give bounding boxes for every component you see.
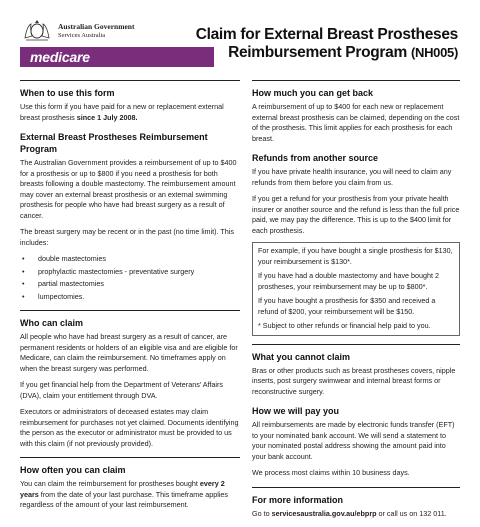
section-divider — [252, 344, 460, 345]
more-text-c: or call us on 132 011. — [376, 508, 447, 518]
when-text: Use this form if you have paid for a new or replacement external breast prosthesis — [20, 102, 224, 122]
example-2: If you have had a double mastectomy and have bought 2 prostheses, your reimbursement may be up to $800*. — [258, 271, 440, 291]
example-1: For example, if you have bought a single prosthesis for $130, your reimbursement is $130*. — [258, 246, 453, 266]
section-divider — [20, 310, 240, 311]
section-how-we-pay — [252, 405, 460, 479]
list-item: • partial mastectomies — [20, 279, 240, 290]
who-paragraph-2: If you get financial help from the Department of Veterans' Affairs (DVA), claim your entitlement through DVA. — [20, 380, 223, 400]
gov-line-2: Services Australia — [58, 32, 106, 39]
government-crest-icon — [22, 18, 52, 42]
program-paragraph-2: The breast surgery may be recent or in the past (no time limit). This includes: — [20, 227, 234, 247]
list-item: • prophylactic mastectomies - preventative surgery — [20, 267, 240, 278]
section-heading: How often you can claim — [20, 465, 126, 475]
section-heading: For more information — [252, 494, 344, 505]
form-title-line-2 — [196, 44, 458, 62]
section-refunds — [252, 152, 460, 336]
surgery-list — [20, 254, 240, 302]
pay-paragraph-2: We process most claims within 10 business days. — [252, 468, 410, 477]
section-heading: How we will pay you — [252, 406, 340, 416]
more-link[interactable]: servicesaustralia.gov.au/ebprp — [271, 508, 377, 518]
example-footnote: * Subject to other refunds or financial help paid to you. — [258, 321, 431, 330]
list-item: • double mastectomies — [20, 254, 240, 265]
section-divider — [252, 487, 460, 488]
often-text-c: from the date of your last purchase. This timeframe applies regardless of the amount of your last reimbursement. — [20, 489, 229, 509]
section-program — [20, 131, 240, 302]
section-divider — [20, 80, 240, 81]
form-title-line-1: Claim for External Breast Prostheses — [195, 26, 458, 43]
section-heading: Refunds from another source — [252, 153, 379, 163]
refunds-paragraph-2: If you get a refund for your prosthesis from your private health insurer or another source and the refund is less than the full price paid, we may pay the difference. This is up to the $400 limit for each prosthesis. — [252, 194, 460, 235]
section-when-to-use — [20, 80, 240, 123]
section-cannot-claim — [252, 344, 460, 398]
who-paragraph-3: Executors or administrators of deceased estates may claim reimbursement for purchases not yet claimed. Documents identifying the person as the executor or administrator must be provided to us with this claim (if not previously provided). — [20, 407, 239, 448]
document-header — [0, 0, 480, 92]
section-who-can-claim — [20, 310, 240, 449]
often-text-a: You can claim the reimbursement for prostheses bought — [20, 479, 200, 488]
often-text-bold: every 2 years — [20, 479, 225, 499]
section-divider — [252, 80, 460, 81]
section-more-info — [252, 487, 460, 520]
often-paragraph — [20, 479, 240, 511]
left-column — [20, 80, 240, 519]
program-paragraph-1: The Australian Government provides a reimbursement of up to $400 for a prosthesis or up to $800 if you need a prosthesis for both breasts following a double mastectomy. The reimbursement amount may cover an external breast prosthesis or an external swimming prosthesis for people who have had breast surgery as a result of cancer. — [20, 158, 237, 220]
example-box — [252, 242, 460, 336]
form-code: (NH005) — [410, 45, 458, 60]
section-how-much — [252, 80, 460, 144]
section-how-often — [20, 457, 240, 511]
when-text-bold: since 1 July 2008. — [76, 112, 138, 122]
right-column — [252, 80, 460, 527]
section-heading: External Breast Prostheses Reimbursement Program — [20, 132, 208, 154]
section-heading: When to use this form — [20, 88, 115, 98]
who-paragraph-1: All people who have had breast surgery as a result of cancer, are permanent residents or holders of an eligible visa and are eligible for Medicare, can claim the reimbursement. No timeframes apply on when the breast surgery was performed. — [20, 332, 238, 373]
pay-paragraph-1: All reimbursements are made by electronic funds transfer (EFT) to your nominated bank account. We will send a statement to your nominated postal address showing the amount paid into your bank account. — [252, 420, 455, 461]
more-paragraph — [252, 509, 460, 520]
government-logo-text — [58, 22, 134, 40]
list-item: • lumpectomies. — [20, 292, 240, 303]
form-title — [196, 26, 458, 62]
section-text — [20, 102, 240, 123]
cannot-paragraph: Bras or other products such as breast prostheses covers, nipple inserts, post surgery swimwear and internal breast forms or reconstructive surgery. — [252, 365, 456, 396]
form-title-text-2: Reimbursement Program — [228, 44, 407, 61]
section-divider — [20, 457, 240, 458]
medicare-brand-bar: medicare — [20, 47, 214, 67]
much-paragraph: A reimbursement of up to $400 for each new or replacement external breast prosthesis can be claimed, depending on the cost of the prosthesis. This limit applies for each prosthesis for each breast. — [252, 102, 460, 143]
section-heading: Who can claim — [20, 318, 84, 328]
gov-line-1: Australian Government — [58, 22, 135, 31]
example-3: If you have bought a prosthesis for $350 and received a refund of $200, your reimbursement will be $150. — [258, 296, 436, 316]
more-text-a: Go to — [252, 508, 272, 518]
section-heading: How much you can get back — [252, 88, 374, 98]
section-heading: What you cannot claim — [252, 351, 351, 362]
refunds-paragraph-1: If you have private health insurance, you will need to claim any refunds from them before you claim from us. — [252, 167, 452, 187]
